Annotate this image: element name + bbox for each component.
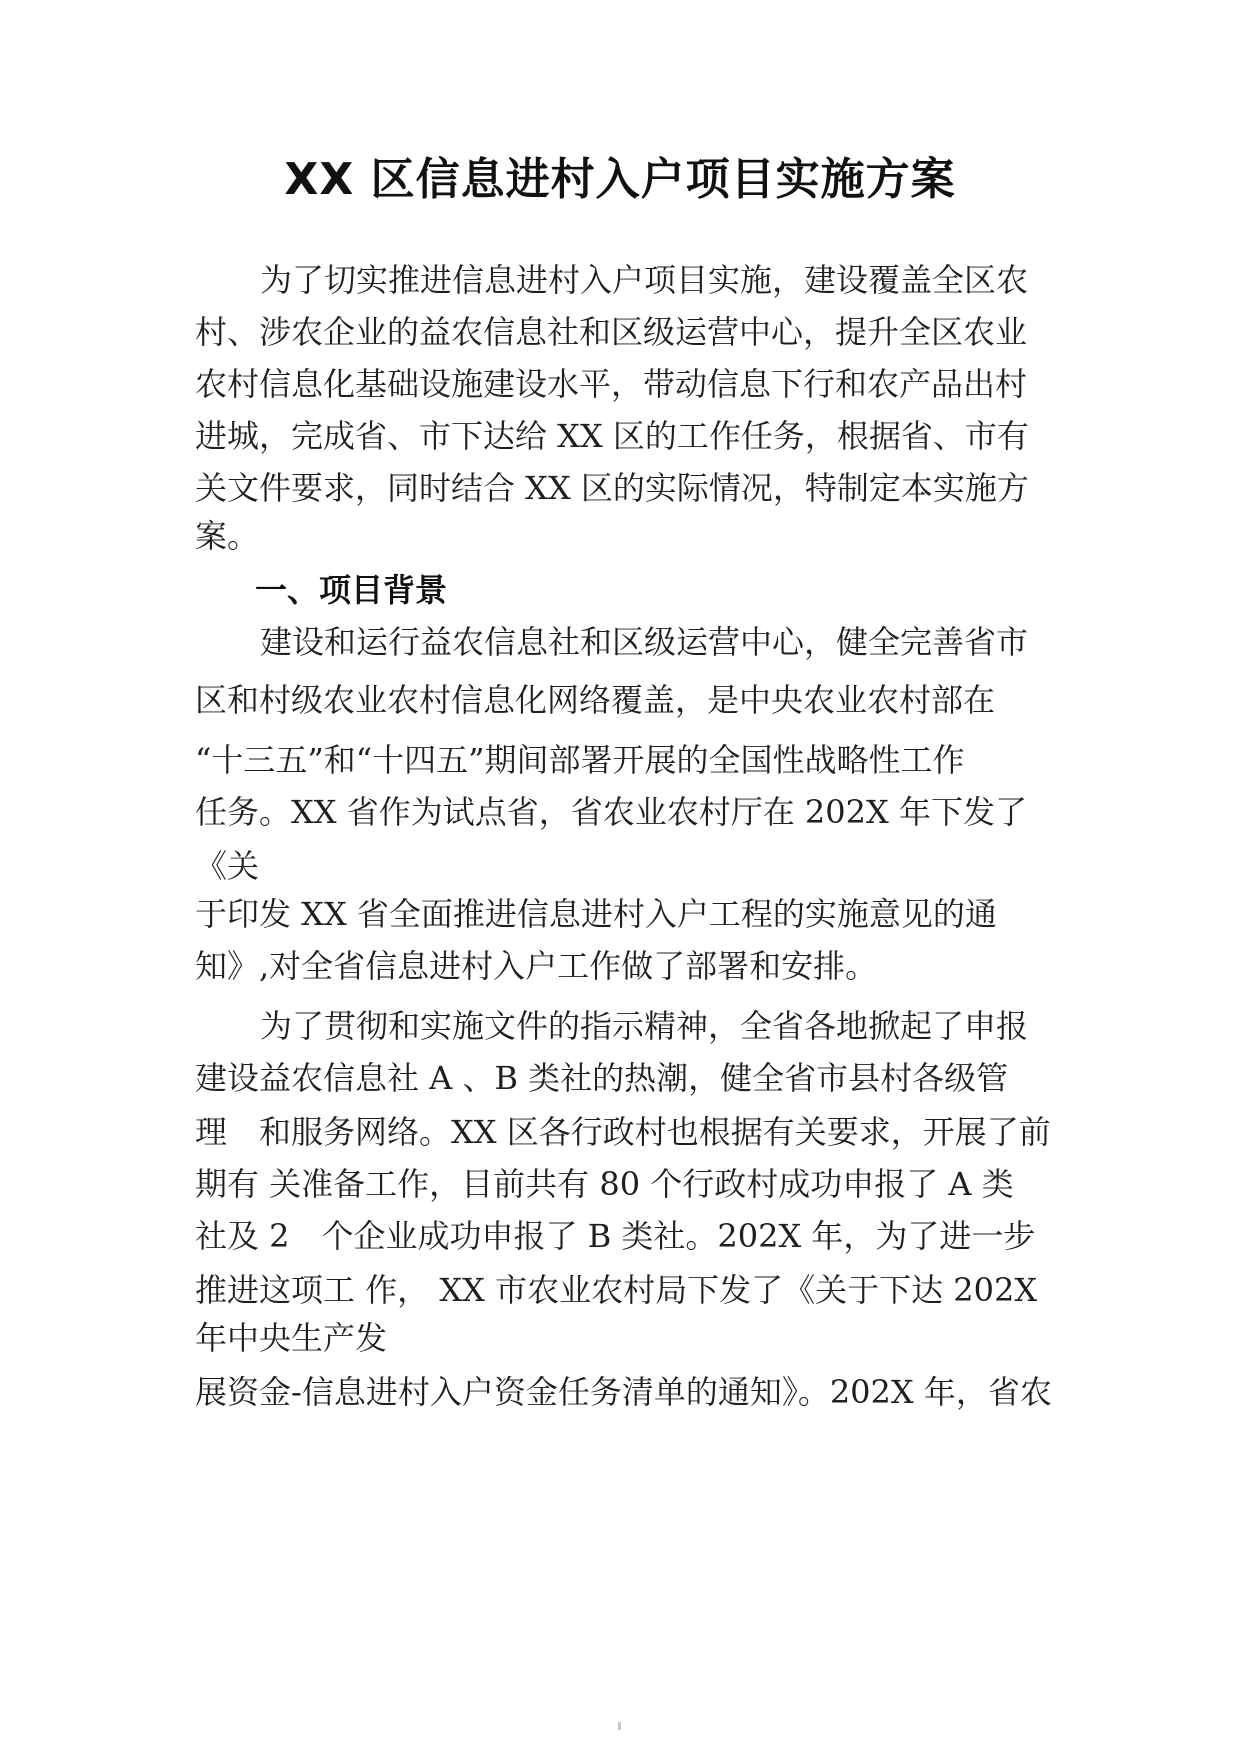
section-1-p1-line-2: 区和村级农业农村信息化网络覆盖，是中央农业农村部在: [195, 681, 996, 719]
section-1-p2-line-2: 建设益农信息社 A 、B 类社的热潮，健全省市县村各级管: [195, 1059, 1009, 1097]
intro-line-4: 进城，完成省、市下达给 XX 区的工作任务，根据省、市有: [195, 417, 1029, 455]
intro-line-5: 关文件要求，同时结合 XX 区的实际情况，特制定本实施方: [195, 469, 1029, 507]
section-1-p2-line-1: 为了贯彻和实施文件的指示精神，全省各地掀起了申报: [260, 1007, 1029, 1045]
section-1-p2-line-8: 展资金-信息进村入户资金任务清单的通知》。202X 年，省农: [195, 1373, 1052, 1411]
section-1-p1-line-4: 任务。XX 省作为试点省，省农业农村厅在 202X 年下发了: [195, 793, 1027, 831]
section-1-p1-line-7: 知》,对全省信息进村入户工作做了部署和安排。: [195, 947, 878, 985]
section-1-p1-line-6: 于印发 XX 省全面推进信息进村入户工程的实施意见的通: [195, 895, 997, 933]
section-1-p2-line-5: 社及 2 个企业成功申报了 B 类社。202X 年，为了进一步: [195, 1217, 1036, 1255]
section-1-p1-line-3: “十三五”和“十四五”期间部署开展的全国性战略性工作: [195, 741, 965, 779]
intro-line-1: 为了切实推进信息进村入户项目实施，建设覆盖全区农: [260, 261, 1029, 299]
section-1-heading: 一、项目背景: [255, 571, 448, 609]
section-1-p2-line-3: 理 和服务网络。XX 区各行政村也根据有关要求，开展了前: [195, 1113, 1051, 1151]
document-title: XX 区信息进村入户项目实施方案: [284, 154, 956, 205]
section-1-p2-line-4: 期有 关准备工作，目前共有 80 个行政村成功申报了 A 类: [195, 1165, 1014, 1203]
section-1-p2-line-6: 推进这项工 作， XX 市农业农村局下发了《关于下达 202X: [195, 1271, 1038, 1309]
intro-line-6: 案。: [195, 517, 260, 555]
section-1-p2-line-7: 年中央生产发: [195, 1319, 388, 1357]
intro-line-2: 村、涉农企业的益农信息社和区级运营中心，提升全区农业: [195, 313, 1028, 351]
page-footer-mark: [618, 1722, 621, 1730]
section-1-p1-line-1: 建设和运行益农信息社和区级运营中心，健全完善省市: [260, 623, 1029, 661]
intro-line-3: 农村信息化基础设施建设水平，带动信息下行和农产品出村: [195, 365, 1028, 403]
section-1-p1-line-5: 《关: [195, 847, 260, 885]
